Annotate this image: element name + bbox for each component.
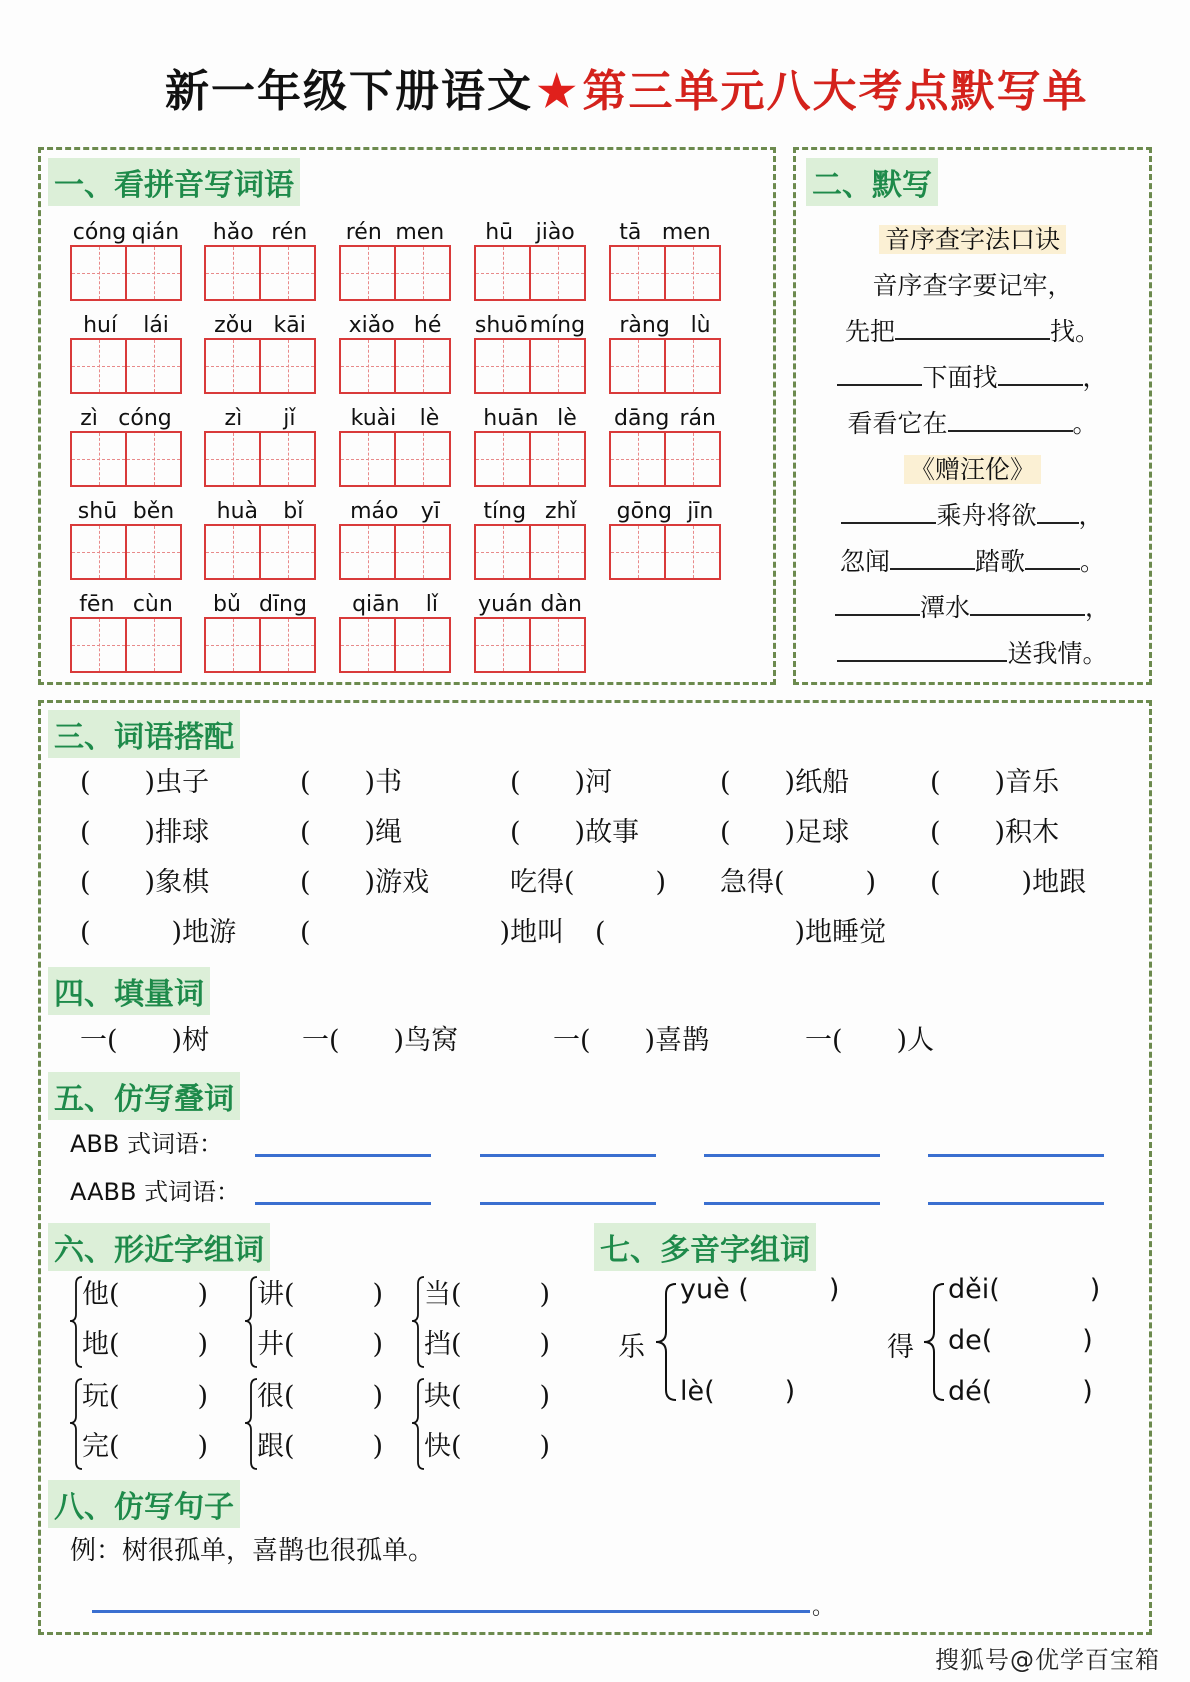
- pinyin-syllable: dāng: [614, 406, 670, 431]
- tianzige-pair[interactable]: [474, 524, 586, 580]
- word-match-item[interactable]: ( )虫子: [80, 767, 210, 798]
- tianzige-cell[interactable]: [341, 340, 394, 392]
- text: ): [539, 1329, 551, 1360]
- fill-blank[interactable]: [837, 384, 922, 386]
- tianzige-pair[interactable]: [70, 338, 182, 394]
- similar-char-item[interactable]: [257, 1424, 383, 1463]
- pinyin-syllable: yuán: [478, 592, 533, 617]
- pinyin-syllable: běn: [132, 499, 175, 524]
- text: ): [1089, 1274, 1101, 1305]
- text: ): [372, 1329, 384, 1360]
- fill-blank[interactable]: [895, 338, 1050, 340]
- tianzige-cell[interactable]: [125, 247, 180, 299]
- pinyin-syllable: tā: [619, 220, 642, 245]
- pinyin-syllable: men: [395, 220, 445, 245]
- worksheet-title: [165, 55, 1088, 119]
- text: ): [197, 1431, 209, 1462]
- tianzige-cell[interactable]: [664, 340, 719, 392]
- text: děi(: [948, 1274, 1000, 1305]
- pinyin-syllable: lái: [143, 313, 169, 338]
- similar-char-item[interactable]: [424, 1424, 550, 1463]
- tianzige-pair[interactable]: [474, 431, 586, 487]
- section7-title: 七、多音字组词: [594, 1223, 816, 1271]
- brace-icon: [920, 1280, 950, 1405]
- tianzige-pair[interactable]: [339, 338, 451, 394]
- tianzige-cell[interactable]: [529, 433, 584, 485]
- pinyin-syllable: zì: [224, 406, 243, 431]
- watermark: 搜狐号@优学百宝箱: [935, 1646, 1160, 1674]
- tianzige-cell[interactable]: [476, 619, 529, 671]
- pinyin-syllable: máo: [350, 499, 399, 524]
- pinyin-syllable: lè: [419, 406, 440, 431]
- section4-title: 四、填量词: [48, 967, 210, 1015]
- pinyin-label: [474, 406, 586, 431]
- reading-yue[interactable]: [680, 1274, 839, 1305]
- text: 他(: [82, 1279, 120, 1310]
- pinyin-label: [204, 499, 316, 524]
- polyphone-char-le: 乐: [618, 1332, 645, 1363]
- pinyin-syllable: jǐ: [283, 406, 296, 431]
- brace-icon: [652, 1280, 682, 1405]
- text: 。: [1072, 409, 1098, 438]
- tianzige-pair[interactable]: [204, 431, 316, 487]
- text: ，: [1082, 363, 1108, 392]
- pinyin-syllable: men: [661, 220, 711, 245]
- word-match-item[interactable]: ( )象棋: [80, 867, 210, 898]
- pinyin-syllable: cùn: [132, 592, 173, 617]
- aabb-answer-line-4[interactable]: [928, 1202, 1104, 1205]
- text: 很(: [257, 1381, 295, 1412]
- pinyin-syllable: huān: [483, 406, 539, 431]
- tianzige-cell[interactable]: [341, 526, 394, 578]
- tianzige-cell[interactable]: [394, 247, 449, 299]
- word-match-item[interactable]: ( )地游: [80, 917, 237, 948]
- pinyin-syllable: shū: [77, 499, 118, 524]
- pinyin-syllable: zhǐ: [544, 499, 577, 524]
- pinyin-syllable: jīn: [687, 499, 714, 524]
- fill-blank[interactable]: [835, 614, 920, 616]
- tianzige-cell[interactable]: [341, 433, 394, 485]
- poem1-line4: [795, 404, 1150, 440]
- similar-char-item[interactable]: [82, 1322, 208, 1361]
- aabb-answer-line-2[interactable]: [480, 1202, 656, 1205]
- tianzige-cell[interactable]: [125, 526, 180, 578]
- pinyin-syllable: hǎo: [212, 220, 254, 245]
- pinyin-syllable: shuō: [474, 313, 528, 338]
- reading-de-neutral[interactable]: [948, 1325, 1093, 1356]
- pinyin-syllable: cóng: [72, 220, 127, 245]
- tianzige-cell[interactable]: [259, 526, 314, 578]
- pinyin-syllable: rén: [271, 220, 308, 245]
- tianzige-pair[interactable]: [70, 524, 182, 580]
- abb-answer-line-4[interactable]: [928, 1154, 1104, 1157]
- pinyin-syllable: gōng: [616, 499, 672, 524]
- text: dé(: [948, 1376, 993, 1407]
- tianzige-cell[interactable]: [529, 247, 584, 299]
- tianzige-cell[interactable]: [125, 340, 180, 392]
- tianzige-cell[interactable]: [476, 526, 529, 578]
- tianzige-cell[interactable]: [72, 526, 125, 578]
- measure-word-3[interactable]: 一( )喜鹊: [553, 1025, 710, 1056]
- pinyin-label: [609, 220, 721, 245]
- word-match-item[interactable]: ( )书: [300, 767, 403, 798]
- word-match-item[interactable]: ( )积木: [930, 817, 1060, 848]
- aabb-answer-line-1[interactable]: [255, 1202, 431, 1205]
- fill-blank[interactable]: [1025, 568, 1080, 570]
- aabb-label: AABB 式词语：: [70, 1178, 241, 1206]
- section1-title: 一、看拼音写词语: [48, 158, 300, 206]
- similar-char-item[interactable]: [257, 1322, 383, 1361]
- word-match-item[interactable]: ( )地叫: [300, 917, 565, 948]
- pinyin-syllable: ràng: [619, 313, 670, 338]
- pinyin-syllable: xiǎo: [348, 313, 395, 338]
- text: 找。: [1050, 317, 1101, 346]
- text: ，: [1078, 501, 1104, 530]
- text: 完(: [82, 1431, 120, 1462]
- poem1-line1: 音序查字要记牢，: [872, 271, 1073, 300]
- pinyin-syllable: qiān: [352, 592, 400, 617]
- text: ): [372, 1381, 384, 1412]
- text: 快(: [424, 1431, 462, 1462]
- word-match-item[interactable]: ( )故事: [510, 817, 640, 848]
- word-match-item[interactable]: ( )地睡觉: [595, 917, 887, 948]
- tianzige-cell[interactable]: [611, 433, 664, 485]
- tianzige-pair[interactable]: [609, 245, 721, 301]
- pinyin-label: [339, 313, 451, 338]
- poem2-heading: 《赠汪伦》: [904, 455, 1041, 484]
- word-match-item[interactable]: ( )足球: [720, 817, 850, 848]
- text: 送我情。: [1007, 639, 1108, 668]
- pinyin-syllable: hū: [485, 220, 514, 245]
- text: ，: [1085, 593, 1111, 622]
- poem1-heading: 音序查字法口诀: [879, 225, 1066, 254]
- measure-word-2[interactable]: 一( )鸟窝: [302, 1025, 459, 1056]
- pinyin-label: [474, 313, 586, 338]
- text: 乘舟将欲: [936, 501, 1037, 530]
- text: 忽闻: [839, 547, 890, 576]
- section2-title: 二、默写: [806, 158, 938, 206]
- pinyin-syllable: bǔ: [213, 592, 241, 617]
- tianzige-cell[interactable]: [476, 247, 529, 299]
- tianzige-pair[interactable]: [204, 338, 316, 394]
- pinyin-label: [339, 406, 451, 431]
- tianzige-cell[interactable]: [72, 340, 125, 392]
- tianzige-cell[interactable]: [206, 619, 259, 671]
- text: 下面找: [922, 363, 998, 392]
- abb-answer-line-2[interactable]: [480, 1154, 656, 1157]
- text: 先把: [844, 317, 895, 346]
- text: 当(: [424, 1279, 462, 1310]
- text: ): [539, 1381, 551, 1412]
- tianzige-pair[interactable]: [474, 245, 586, 301]
- tianzige-cell[interactable]: [72, 619, 125, 671]
- pinyin-syllable: jiào: [535, 220, 575, 245]
- tianzige-cell[interactable]: [529, 619, 584, 671]
- section3-title: 三、词语搭配: [48, 710, 240, 758]
- text: 踏歌: [974, 547, 1025, 576]
- text: 看看它在: [847, 409, 948, 438]
- section8-title: 八、仿写句子: [48, 1480, 240, 1528]
- text: 跟(: [257, 1431, 295, 1462]
- pinyin-label: [204, 592, 316, 617]
- poem2-line1: [795, 496, 1150, 532]
- pinyin-label: [204, 406, 316, 431]
- poem1-line2: [795, 312, 1150, 348]
- tianzige-cell[interactable]: [341, 619, 394, 671]
- pinyin-label: [474, 499, 586, 524]
- example-sentence: 例：树很孤单，喜鹊也很孤单。: [70, 1536, 435, 1566]
- pinyin-label: [70, 313, 182, 338]
- pinyin-syllable: rán: [679, 406, 716, 431]
- word-match-item[interactable]: ( )地跟: [930, 867, 1087, 898]
- reading-dei[interactable]: [948, 1274, 1100, 1305]
- poem1-line3: [795, 358, 1150, 394]
- text: ): [197, 1329, 209, 1360]
- text: ): [539, 1431, 551, 1462]
- polyphone-char-de: 得: [887, 1332, 914, 1363]
- fill-blank[interactable]: [841, 522, 936, 524]
- title-unit: 第三单元八大考点默写单: [582, 66, 1089, 117]
- fill-blank[interactable]: [837, 660, 1007, 662]
- tianzige-pair[interactable]: [204, 245, 316, 301]
- pinyin-syllable: lù: [690, 313, 711, 338]
- section5-title: 五、仿写叠词: [48, 1072, 240, 1120]
- pinyin-syllable: huà: [216, 499, 258, 524]
- fill-blank[interactable]: [890, 568, 975, 570]
- tianzige-cell[interactable]: [529, 340, 584, 392]
- pinyin-syllable: dīng: [258, 592, 307, 617]
- tianzige-cell[interactable]: [259, 340, 314, 392]
- pinyin-syllable: huí: [83, 313, 118, 338]
- text: 。: [1080, 547, 1106, 576]
- reading-le[interactable]: [680, 1376, 795, 1407]
- text: 潭水: [919, 593, 970, 622]
- tianzige-cell[interactable]: [72, 247, 125, 299]
- fill-blank[interactable]: [1037, 522, 1079, 524]
- tianzige-cell[interactable]: [394, 619, 449, 671]
- star-icon: ★: [537, 66, 579, 117]
- pinyin-syllable: qián: [131, 220, 180, 245]
- tianzige-cell[interactable]: [125, 619, 180, 671]
- word-match-item[interactable]: ( )绳: [300, 817, 403, 848]
- pinyin-syllable: míng: [529, 313, 586, 338]
- tianzige-cell[interactable]: [259, 433, 314, 485]
- tianzige-pair[interactable]: [339, 617, 451, 673]
- tianzige-cell[interactable]: [206, 340, 259, 392]
- tianzige-cell[interactable]: [206, 433, 259, 485]
- abb-answer-line-1[interactable]: [255, 1154, 431, 1157]
- text: yuè (: [680, 1274, 749, 1305]
- pinyin-syllable: lè: [557, 406, 577, 431]
- tianzige-cell[interactable]: [206, 247, 259, 299]
- text: ): [197, 1279, 209, 1310]
- tianzige-pair[interactable]: [339, 524, 451, 580]
- text: 块(: [424, 1381, 462, 1412]
- abb-answer-line-3[interactable]: [704, 1154, 880, 1157]
- pinyin-syllable: zǒu: [214, 313, 254, 338]
- poem2-line3: [795, 588, 1150, 624]
- pinyin-label: [609, 406, 721, 431]
- word-match-item[interactable]: 急得( ): [720, 867, 877, 898]
- tianzige-pair[interactable]: [204, 524, 316, 580]
- word-match-item[interactable]: ( )排球: [80, 817, 210, 848]
- pinyin-label: [70, 406, 182, 431]
- tianzige-pair[interactable]: [339, 431, 451, 487]
- pinyin-label: [609, 499, 721, 524]
- pinyin-syllable: dàn: [540, 592, 582, 617]
- measure-word-1[interactable]: 一( )树: [80, 1025, 210, 1056]
- text: 挡(: [424, 1329, 462, 1360]
- pinyin-label: [609, 313, 721, 338]
- pinyin-syllable: cóng: [118, 406, 172, 431]
- pinyin-syllable: lǐ: [425, 592, 438, 617]
- fill-blank[interactable]: [948, 430, 1073, 432]
- word-match-item[interactable]: ( )音乐: [930, 767, 1060, 798]
- similar-char-item[interactable]: [424, 1272, 550, 1311]
- aabb-answer-line-3[interactable]: [704, 1202, 880, 1205]
- pinyin-label: [70, 220, 182, 245]
- tianzige-cell[interactable]: [341, 247, 394, 299]
- poem2-heading-line: [795, 450, 1150, 486]
- tianzige-cell[interactable]: [125, 433, 180, 485]
- tianzige-cell[interactable]: [664, 526, 719, 578]
- pinyin-syllable: rén: [345, 220, 382, 245]
- word-match-item[interactable]: ( )游戏: [300, 867, 430, 898]
- tianzige-pair[interactable]: [609, 338, 721, 394]
- text: ): [372, 1279, 384, 1310]
- text: ): [539, 1279, 551, 1310]
- text: ): [197, 1381, 209, 1412]
- text: de(: [948, 1325, 993, 1356]
- tianzige-cell[interactable]: [611, 526, 664, 578]
- pinyin-syllable: bǐ: [283, 499, 304, 524]
- tianzige-cell[interactable]: [529, 526, 584, 578]
- poem2-line4: [795, 634, 1150, 670]
- tianzige-pair[interactable]: [70, 617, 182, 673]
- text: ): [1082, 1376, 1093, 1407]
- pinyin-label: [204, 313, 316, 338]
- pinyin-label: [339, 220, 451, 245]
- tianzige-cell[interactable]: [72, 433, 125, 485]
- section6-title: 六、形近字组词: [48, 1223, 270, 1271]
- text: ): [1082, 1325, 1093, 1356]
- tianzige-pair[interactable]: [609, 431, 721, 487]
- poem1-heading-line: [795, 220, 1150, 256]
- text: lè(: [680, 1376, 715, 1407]
- tianzige-cell[interactable]: [476, 433, 529, 485]
- tianzige-cell[interactable]: [259, 247, 314, 299]
- pinyin-label: [474, 220, 586, 245]
- text: 地(: [82, 1329, 120, 1360]
- abb-label: ABB 式词语：: [70, 1130, 223, 1158]
- title-grade: 新一年级下册语文: [165, 66, 533, 117]
- text: 讲(: [257, 1279, 295, 1310]
- tianzige-pair[interactable]: [339, 245, 451, 301]
- pinyin-label: [70, 499, 182, 524]
- tianzige-pair[interactable]: [70, 431, 182, 487]
- tianzige-pair[interactable]: [609, 524, 721, 580]
- tianzige-pair[interactable]: [474, 338, 586, 394]
- measure-word-4[interactable]: 一( )人: [805, 1025, 935, 1056]
- text: ): [372, 1431, 384, 1462]
- tianzige-cell[interactable]: [394, 340, 449, 392]
- pinyin-label: [70, 592, 182, 617]
- word-match-item[interactable]: ( )河: [510, 767, 613, 798]
- sentence-answer-line[interactable]: [92, 1610, 810, 1613]
- similar-char-item[interactable]: [424, 1322, 550, 1361]
- fill-blank[interactable]: [998, 384, 1083, 386]
- text: ): [784, 1376, 796, 1407]
- text: 玩(: [82, 1381, 120, 1412]
- pinyin-label: [339, 592, 451, 617]
- poem2-line2: [795, 542, 1150, 578]
- tianzige-cell[interactable]: [206, 526, 259, 578]
- pinyin-syllable: kāi: [273, 313, 306, 338]
- similar-char-item[interactable]: [82, 1374, 208, 1413]
- pinyin-syllable: zì: [80, 406, 98, 431]
- tianzige-cell[interactable]: [611, 247, 664, 299]
- tianzige-cell[interactable]: [611, 340, 664, 392]
- similar-char-item[interactable]: [82, 1424, 208, 1463]
- similar-char-item[interactable]: [257, 1374, 383, 1413]
- pinyin-label: [339, 499, 451, 524]
- tianzige-cell[interactable]: [394, 526, 449, 578]
- similar-char-item[interactable]: [257, 1272, 383, 1311]
- tianzige-cell[interactable]: [394, 433, 449, 485]
- pinyin-syllable: yī: [420, 499, 440, 524]
- text: 井(: [257, 1329, 295, 1360]
- pinyin-syllable: tíng: [483, 499, 527, 524]
- tianzige-cell[interactable]: [664, 433, 719, 485]
- similar-char-item[interactable]: [82, 1272, 208, 1311]
- word-match-item[interactable]: ( )纸船: [720, 767, 850, 798]
- reading-de-rising[interactable]: [948, 1376, 1093, 1407]
- tianzige-pair[interactable]: [474, 617, 586, 673]
- similar-char-item[interactable]: [424, 1374, 550, 1413]
- tianzige-cell[interactable]: [476, 340, 529, 392]
- tianzige-cell[interactable]: [259, 619, 314, 671]
- text: ): [828, 1274, 840, 1305]
- tianzige-pair[interactable]: [70, 245, 182, 301]
- word-match-item[interactable]: 吃得( ): [510, 867, 667, 898]
- pinyin-syllable: kuài: [350, 406, 397, 431]
- tianzige-pair[interactable]: [204, 617, 316, 673]
- pinyin-syllable: fēn: [79, 592, 115, 617]
- tianzige-cell[interactable]: [664, 247, 719, 299]
- pinyin-label: [474, 592, 586, 617]
- pinyin-label: [204, 220, 316, 245]
- sentence-end-mark: 。: [812, 1595, 835, 1620]
- fill-blank[interactable]: [970, 614, 1085, 616]
- pinyin-syllable: hé: [413, 313, 442, 338]
